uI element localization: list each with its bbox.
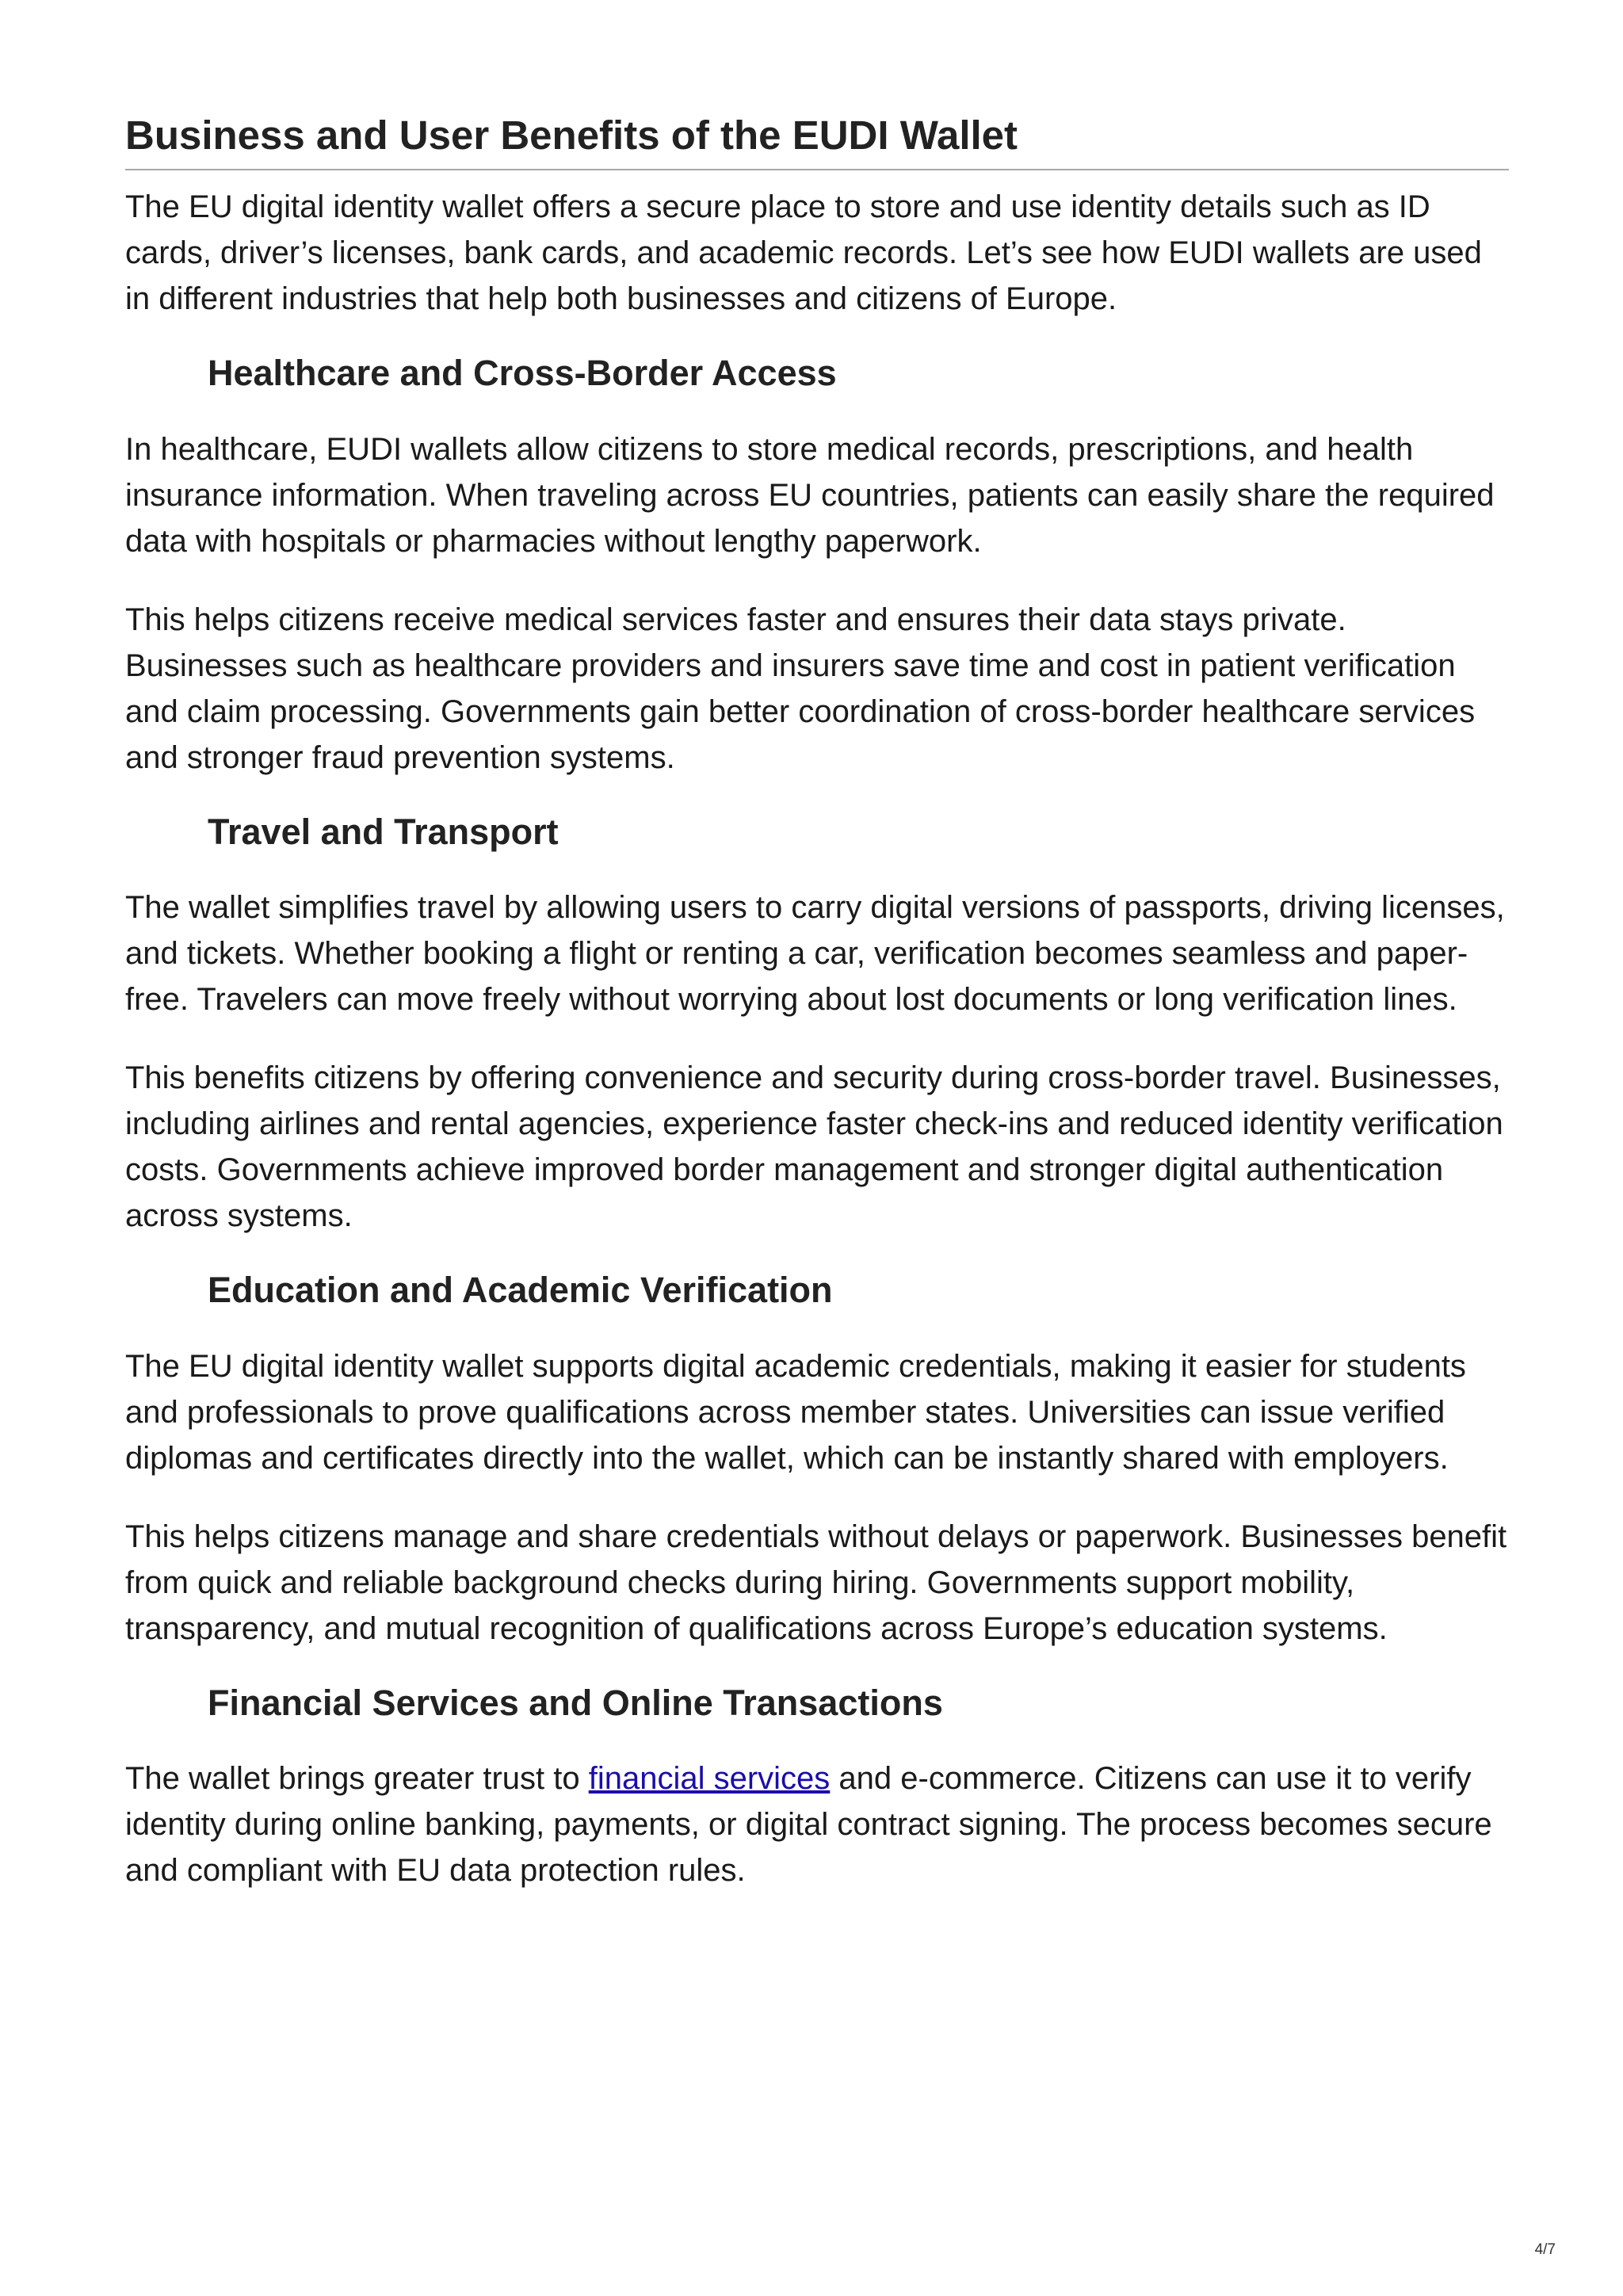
section-heading-education: Education and Academic Verification — [208, 1270, 833, 1311]
section-education — [125, 1270, 1509, 1652]
paragraph: This helps citizens manage and share credentials without delays or paperwork. Businesses benefit from quick and reliable background checks during hiring. Governments support mobility, transparency, and mutual recognition of qualifications across Europe’s education systems. — [125, 1519, 1507, 1646]
section-travel — [125, 812, 1509, 1240]
section-heading-financial: Financial Services and Online Transactions — [208, 1682, 943, 1723]
paragraph: This helps citizens receive medical services faster and ensures their data stays private. Businesses such as healthcare providers and insurers save time and cost in patient verification and claim processing. Governments gain better coordination of cross-border healthcare services and stronger fraud prevention systems. — [125, 602, 1476, 775]
paragraph-with-link — [125, 1755, 1509, 1893]
section-financial — [125, 1683, 1509, 1894]
section-heading-travel: Travel and Transport — [208, 811, 559, 852]
paragraph: The EU digital identity wallet supports digital academic credentials, making it easier for students and professionals to prove qualifications across member states. Universities can issue verified diplomas and certificates directly into the wallet, which can be instantly shared with employers. — [125, 1348, 1466, 1476]
intro-paragraph: The EU digital identity wallet offers a secure place to store and use identity details such as ID cards, driver’s licenses, bank cards, and academic records. Let’s see how EUDI wallets are used in different industries that help both businesses and citizens of Europe. — [125, 189, 1482, 317]
page-title: Business and User Benefits of the EUDI Wallet — [125, 111, 1509, 170]
section-heading-healthcare: Healthcare and Cross-Border Access — [208, 353, 837, 394]
financial-services-link[interactable]: financial services — [588, 1761, 831, 1797]
paragraph: In healthcare, EUDI wallets allow citizens to store medical records, prescriptions, and health insurance information. When traveling across EU countries, patients can easily share the required data with hospitals or pharmacies without lengthy paperwork. — [125, 431, 1495, 559]
page-number: 4/7 — [1534, 2241, 1556, 2258]
document-page — [125, 111, 1509, 1893]
section-healthcare — [125, 353, 1509, 781]
paragraph-text-before-link: The wallet brings greater trust to — [125, 1761, 589, 1797]
paragraph: This benefits citizens by offering convenience and security during cross-border travel. Businesses, including airlines and rental agencies, experience faster check-ins and reduced identity verification costs. Governments achieve improved border management and stronger digital authentication across systems. — [125, 1060, 1503, 1234]
paragraph-text-after-link: and e-commerce. Citizens can use it to verify identity during online banking, payments, or digital contract signing. The process becomes secure and compliant with EU data protection rules. — [125, 1761, 1492, 1889]
paragraph: The wallet simplifies travel by allowing users to carry digital versions of passports, driving licenses, and tickets. Whether booking a flight or renting a car, verification becomes seamless and paper-free. Travelers can move freely without worrying about lost documents or long verification lines. — [125, 890, 1505, 1018]
